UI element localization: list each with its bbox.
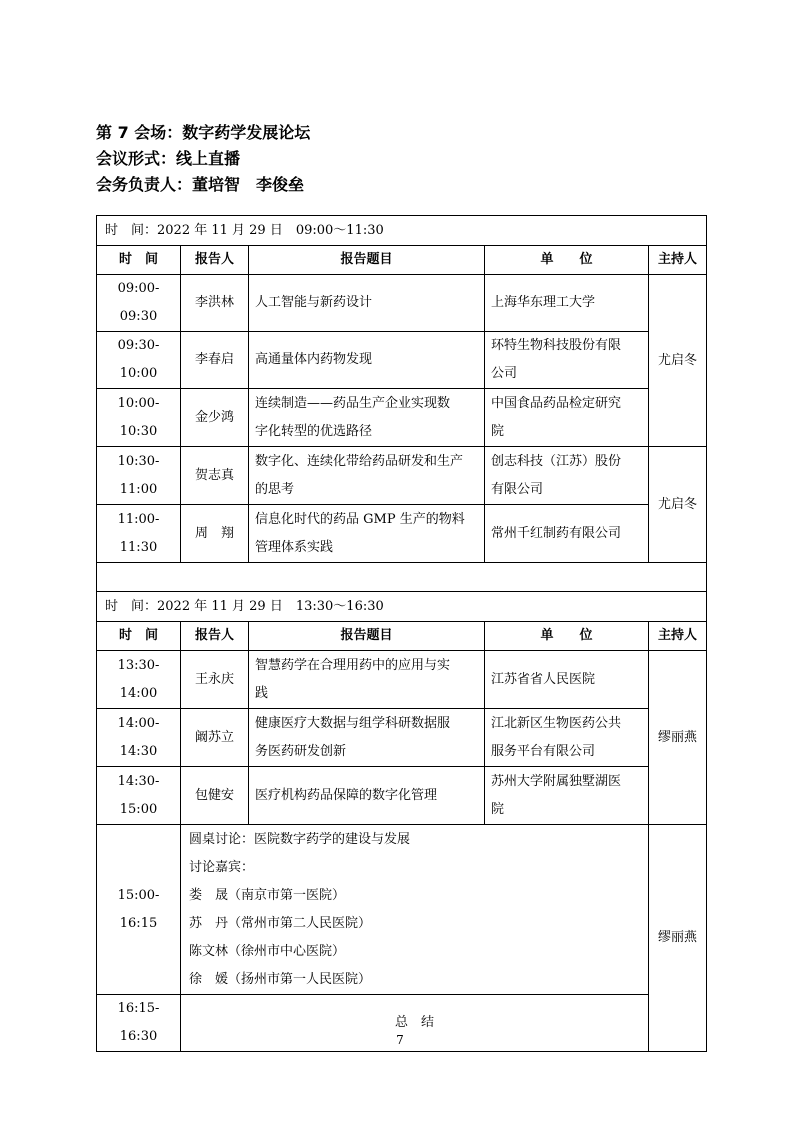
meeting-format: 会议形式：线上直播 [96,149,241,168]
row-time: 10:00-10:30 [97,389,181,447]
col-speaker: 报告人 [181,622,249,651]
row-speaker: 李洪林 [181,275,249,332]
schedule-table [96,215,707,1052]
roundtable-guest: 娄 晟（南京市第一医院） [189,887,346,903]
session-header [96,120,310,198]
row-topic: 健康医疗大数据与组学科研数据服 务医药研发创新 [249,709,485,767]
roundtable-guest: 徐 媛（扬州市第一人民医院） [189,971,372,987]
table-row [97,767,707,825]
roundtable-title: 圆桌讨论：医院数字药学的建设与发展 [189,831,411,847]
row-topic: 医疗机构药品保障的数字化管理 [249,767,485,825]
row-time: 15:00-16:15 [97,825,181,995]
row-speaker: 贺志真 [181,447,249,505]
row-host: 缪丽燕 [649,651,707,825]
row-unit: 创志科技（江苏）股份 有限公司 [485,447,649,505]
table-row [97,275,707,332]
col-time: 时 间 [97,246,181,275]
row-host: 尤启冬 [649,275,707,447]
table-row [97,389,707,447]
row-topic: 人工智能与新药设计 [249,275,485,332]
roundtable-row [97,825,707,995]
roundtable-guests-label: 讨论嘉宾： [189,859,255,875]
row-unit: 苏州大学附属独墅湖医 院 [485,767,649,825]
row-speaker: 阚苏立 [181,709,249,767]
page-number: 7 [396,1033,404,1047]
summary-label: 总 结 [181,995,649,1052]
morning-section-title: 时 间：2022 年 11 月 29 日 09:00～11:30 [97,216,707,246]
afternoon-column-header [97,622,707,651]
row-time: 14:00-14:30 [97,709,181,767]
row-time: 14:30-15:00 [97,767,181,825]
session-organizers: 会务负责人：董培智 李俊垒 [96,175,305,194]
row-speaker: 王永庆 [181,651,249,709]
session-title: 第 7 会场：数字药学发展论坛 [96,123,311,142]
row-time: 09:00-09:30 [97,275,181,332]
row-speaker: 李春启 [181,332,249,389]
row-host: 尤启冬 [649,447,707,563]
row-topic: 数字化、连续化带给药品研发和生产 的思考 [249,447,485,505]
row-time: 09:30-10:00 [97,332,181,389]
col-topic: 报告题目 [249,622,485,651]
row-unit: 江苏省省人民医院 [485,651,649,709]
row-speaker: 包健安 [181,767,249,825]
table-row [97,709,707,767]
row-unit: 江北新区生物医药公共 服务平台有限公司 [485,709,649,767]
col-time: 时 间 [97,622,181,651]
roundtable-guest: 陈文林（徐州市中心医院） [189,943,346,959]
table-row [97,332,707,389]
row-topic: 高通量体内药物发现 [249,332,485,389]
row-unit: 上海华东理工大学 [485,275,649,332]
row-speaker: 金少鸿 [181,389,249,447]
row-unit: 中国食品药品检定研究 院 [485,389,649,447]
table-row [97,651,707,709]
col-topic: 报告题目 [249,246,485,275]
col-unit: 单 位 [485,622,649,651]
row-time: 10:30-11:00 [97,447,181,505]
col-unit: 单 位 [485,246,649,275]
row-topic: 信息化时代的药品 GMP 生产的物料 管理体系实践 [249,505,485,563]
afternoon-section-title: 时 间：2022 年 11 月 29 日 13:30～16:30 [97,592,707,622]
roundtable-details [181,825,649,995]
row-topic: 连续制造——药品生产企业实现数 字化转型的优选路径 [249,389,485,447]
col-host: 主持人 [649,246,707,275]
col-speaker: 报告人 [181,246,249,275]
roundtable-guest: 苏 丹（常州市第二人民医院） [189,915,372,931]
row-time: 16:15-16:30 [97,995,181,1052]
morning-column-header [97,246,707,275]
row-unit: 常州千红制药有限公司 [485,505,649,563]
row-time: 13:30-14:00 [97,651,181,709]
row-time: 11:00-11:30 [97,505,181,563]
row-topic: 智慧药学在合理用药中的应用与实 践 [249,651,485,709]
section-spacer [97,563,707,592]
col-host: 主持人 [649,622,707,651]
row-host: 缪丽燕 [649,825,707,1052]
row-speaker: 周 翔 [181,505,249,563]
row-unit: 环特生物科技股份有限 公司 [485,332,649,389]
table-row [97,447,707,505]
table-row [97,505,707,563]
